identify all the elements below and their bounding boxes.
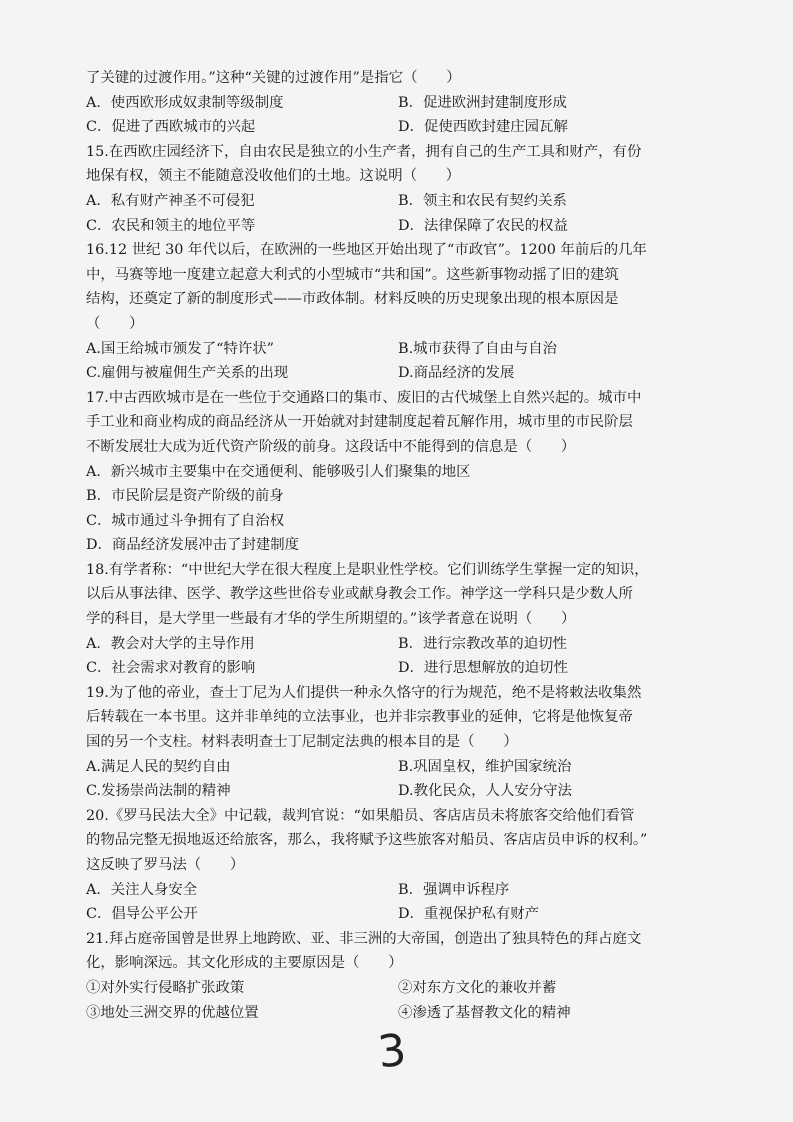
q21-stem-line: 化，影响深远。其文化形成的主要原因是（ ） [86, 955, 403, 972]
q16-options-row-1 [86, 337, 726, 362]
q21-item-4: ④渗透了基督教文化的精神 [398, 1004, 571, 1021]
q15-options-row-1 [86, 189, 726, 214]
q20-options-row-1 [86, 878, 726, 903]
q19-stem-line: 后转载在一本书里。这并非单纯的立法事业，也并非宗教事业的延伸，它将是他恢复帝 [86, 709, 633, 726]
q14-option-c: C．促进了西欧城市的兴起 [86, 119, 256, 136]
q21-stem-line: 21.拜占庭帝国曾是世界上地跨欧、亚、非三洲的大帝国，创造出了独具特色的拜占庭文 [86, 930, 642, 947]
q20-options-row-2 [86, 902, 726, 927]
q16-stem-line: （ ） [86, 315, 144, 332]
q19-option-d: D.教化民众，人人安分守法 [398, 783, 572, 800]
q21-item-1: ①对外实行侵略扩张政策 [86, 979, 245, 996]
q19-option-b: B.巩固皇权，维护国家统治 [398, 758, 572, 775]
q18-stem-line: 学的科目，是大学里一些最有才华的学生所期望的。”该学者意在说明（ ） [86, 611, 576, 628]
q19-options-row-2 [86, 779, 726, 804]
q15-option-b: B．领主和农民有契约关系 [398, 192, 567, 209]
q18-option-d: D．进行思想解放的迫切性 [398, 660, 568, 677]
q21-items-row-1 [86, 976, 726, 1001]
q14-option-a: A．使西欧形成奴隶制等级制度 [86, 94, 284, 111]
q20-option-b: B．强调申诉程序 [398, 881, 510, 898]
q16-options-row-2 [86, 361, 726, 386]
q18-stem-line: 18.有学者称：“中世纪大学在很大程度上是职业性学校。它们训练学生掌握一定的知识， [86, 561, 649, 578]
q18-options-row-2 [86, 656, 726, 681]
q21-items-row-2 [86, 1001, 726, 1026]
q14-option-d: D．促使西欧封建庄园瓦解 [398, 119, 568, 136]
q17-stem-line: 17.中古西欧城市是在一些位于交通路口的集市、废旧的古代城堡上自然兴起的。城市中 [86, 389, 642, 406]
q21-item-3: ③地处三洲交界的优越位置 [86, 1004, 259, 1021]
q18-option-c: C．社会需求对教育的影响 [86, 660, 256, 677]
q18-option-a: A．教会对大学的主导作用 [86, 635, 255, 652]
q21-item-2: ②对东方文化的兼收并蓄 [398, 979, 557, 996]
q16-stem-line: 16.12 世纪 30 年代以后，在欧洲的一些地区开始出现了“市政官”。1200 年前后的几年 [86, 242, 647, 259]
q14-option-b: B．促进欧洲封建制度形成 [398, 94, 567, 111]
q14-options-row-2 [86, 115, 726, 140]
q18-option-b: B．进行宗教改革的迫切性 [398, 635, 567, 652]
q16-option-a: A.国王给城市颁发了“特许状” [86, 340, 274, 357]
q15-options-row-2 [86, 214, 726, 239]
q19-options-row-1 [86, 755, 726, 780]
q16-option-b: B.城市获得了自由与自治 [398, 340, 558, 357]
q15-stem-line: 15.在西欧庄园经济下，自由农民是独立的小生产者，拥有自己的生产工具和财产，有份 [86, 143, 642, 160]
q15-stem-line: 地保有权，领主不能随意没收他们的土地。这说明（ ） [86, 168, 461, 185]
q20-option-c: C．倡导公平公开 [86, 906, 198, 923]
q17-option-c: C．城市通过斗争拥有了自治权 [86, 512, 285, 529]
q15-option-d: D．法律保障了农民的权益 [398, 217, 568, 234]
q19-option-a: A.满足人民的契约自由 [86, 758, 231, 775]
q17-option-a: A．新兴城市主要集中在交通便利、能够吸引人们聚集的地区 [86, 463, 471, 480]
q16-option-d: D.商品经济的发展 [398, 365, 515, 382]
q18-stem-line: 以后从事法律、医学、教学这些世俗专业或献身教会工作。神学这一学科只是少数人所 [86, 586, 633, 603]
page-number: 3 [375, 1024, 409, 1079]
q20-stem-line: 的物品完整无损地返还给旅客，那么，我将赋予这些旅客对船员、客店店员申诉的权利。” [86, 832, 648, 849]
q19-option-c: C.发扬崇尚法制的精神 [86, 783, 231, 800]
q20-option-a: A．关注人身安全 [86, 881, 198, 898]
q16-option-c: C.雇佣与被雇佣生产关系的出现 [86, 365, 289, 382]
q15-option-a: A．私有财产神圣不可侵犯 [86, 192, 255, 209]
q14-options-row-1 [86, 91, 726, 116]
q19-stem-line: 19.为了他的帝业，查士丁尼为人们提供一种永久恪守的行为规范，绝不是将敕法收集然 [86, 684, 642, 701]
q17-option-d: D．商品经济发展冲击了封建制度 [86, 537, 300, 554]
q17-stem-line: 手工业和商业构成的商品经济从一开始就对封建制度起着瓦解作用，城市里的市民阶层 [86, 414, 633, 431]
q20-option-d: D．重视保护私有财产 [398, 906, 540, 923]
q19-stem-line: 国的另一个支柱。材料表明查士丁尼制定法典的根本目的是（ ） [86, 734, 518, 751]
q20-stem-line: 这反映了罗马法（ ） [86, 857, 245, 873]
q16-stem-line: 中，马赛等地一度建立起意大利式的小型城市“共和国”。这些新事物动摇了旧的建筑 [86, 266, 619, 283]
exam-page [86, 66, 726, 1025]
q17-stem-line: 不断发展壮大成为近代资产阶级的前身。这段话中不能得到的信息是（ ） [86, 438, 576, 455]
q17-option-b: B．市民阶层是资产阶级的前身 [86, 488, 284, 505]
q16-stem-line: 结构，还奠定了新的制度形式——市政体制。材料反映的历史现象出现的根本原因是 [86, 291, 619, 308]
q14-stem: 了关键的过渡作用。”这种“关键的过渡作用”是指它（ ） [86, 70, 461, 86]
q15-option-c: C．农民和领主的地位平等 [86, 217, 256, 234]
q20-stem-line: 20.《罗马民法大全》中记载，裁判官说：“如果船员、客店店员未将旅客交给他们看管 [86, 807, 635, 824]
q18-options-row-1 [86, 632, 726, 657]
